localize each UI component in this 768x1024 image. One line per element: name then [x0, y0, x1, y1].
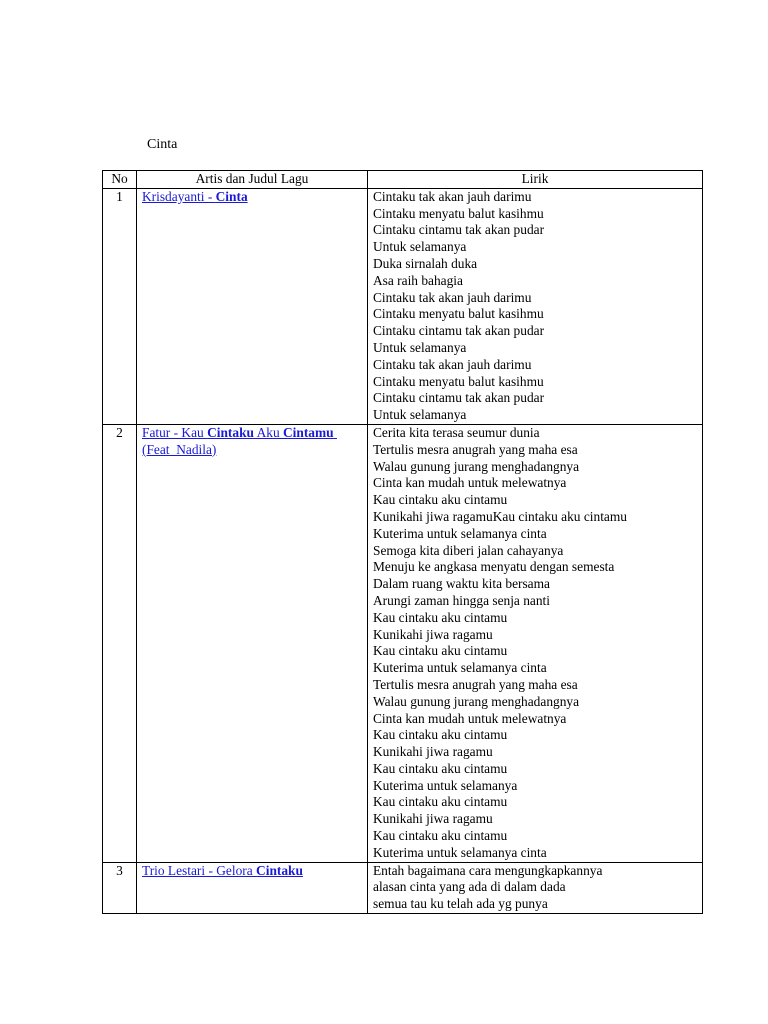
lyric-line: Cinta kan mudah untuk melewatnya: [373, 710, 567, 726]
song-keyword: Cintaku: [207, 424, 254, 440]
lyric-line: Asa raih bahagia: [373, 272, 463, 288]
lyric-line: Dalam ruang waktu kita bersama: [373, 576, 550, 592]
lyric-line: Kunikahi jiwa ragamu: [373, 744, 493, 760]
lyric-line: Semoga kita diberi jalan cahayanya: [373, 542, 564, 558]
lyric-line: Kau cintaku aku cintamu: [373, 760, 508, 776]
lyric-line: Entah bagaimana cara mengungkapkannya: [373, 862, 603, 878]
lyric-line: Cintaku tak akan jauh darimu: [373, 356, 532, 372]
lyric-line: Untuk selamanya: [373, 407, 467, 423]
lyrics-table: [102, 170, 703, 914]
lyric-line: Kuterima untuk selamanya cinta: [373, 660, 547, 676]
lyric-line: Cintaku menyatu balut kasihmu: [373, 306, 544, 322]
lyric-line: Kunikahi jiwa ragamuKau cintaku aku cintamu: [373, 508, 627, 524]
lyric-line: Cintaku menyatu balut kasihmu: [373, 373, 544, 389]
artist-title-cell: [137, 424, 368, 862]
song-text: (Feat Nadila): [142, 424, 337, 457]
lyric-line: Kau cintaku aku cintamu: [373, 492, 508, 508]
lyric-line: Cintaku cintamu tak akan pudar: [373, 390, 545, 406]
lyric-line: Arungi zaman hingga senja nanti: [373, 592, 551, 608]
table-row: [103, 188, 703, 424]
lyric-line: Walau gunung jurang menghadangnya: [373, 693, 580, 709]
lyric-line: Kuterima untuk selamanya cinta: [373, 525, 547, 541]
song-link[interactable]: [142, 425, 337, 457]
row-number: 2: [103, 424, 137, 862]
row-number: 3: [103, 862, 137, 913]
song-text: Krisdayanti -: [142, 188, 216, 204]
lyric-line: alasan cinta yang ada di dalam dada: [373, 879, 566, 895]
song-link[interactable]: [142, 863, 303, 878]
song-text: Trio Lestari - Gelora: [142, 862, 257, 878]
document-title: Cinta: [147, 137, 178, 152]
song-link[interactable]: [142, 189, 248, 204]
table-header-row: [103, 171, 703, 189]
song-text: Aku: [253, 424, 283, 440]
song-keyword: Cintamu: [283, 424, 334, 440]
lyric-line: Cintaku cintamu tak akan pudar: [373, 222, 545, 238]
lyric-line: Untuk selamanya: [373, 339, 467, 355]
lyric-line: Walau gunung jurang menghadangnya: [373, 458, 580, 474]
lyric-line: Kunikahi jiwa ragamu: [373, 626, 493, 642]
table-body: [103, 188, 703, 913]
lyric-line: Cintaku tak akan jauh darimu: [373, 289, 532, 305]
lyric-line: Kau cintaku aku cintamu: [373, 609, 508, 625]
lyrics-cell: [368, 862, 703, 913]
row-number: 1: [103, 188, 137, 424]
lyric-line: Kau cintaku aku cintamu: [373, 643, 508, 659]
lyric-line: Tertulis mesra anugrah yang maha esa: [373, 676, 578, 692]
header-no: No: [103, 171, 137, 189]
header-lyrics: Lirik: [368, 171, 703, 189]
lyric-line: Tertulis mesra anugrah yang maha esa: [373, 441, 578, 457]
artist-title-cell: [137, 862, 368, 913]
header-artist-title: Artis dan Judul Lagu: [137, 171, 368, 189]
lyric-line: Kau cintaku aku cintamu: [373, 794, 508, 810]
lyrics-cell: [368, 188, 703, 424]
lyric-line: semua tau ku telah ada yg punya: [373, 896, 548, 912]
lyric-line: Cintaku tak akan jauh darimu: [373, 188, 532, 204]
lyric-line: Kau cintaku aku cintamu: [373, 828, 508, 844]
lyric-line: Menuju ke angkasa menyatu dengan semesta: [373, 559, 615, 575]
lyric-line: Cintaku menyatu balut kasihmu: [373, 205, 544, 221]
lyric-line: Kuterima untuk selamanya: [373, 777, 518, 793]
lyric-line: Kuterima untuk selamanya cinta: [373, 844, 547, 860]
song-keyword: Cintaku: [256, 862, 303, 878]
lyric-line: Kau cintaku aku cintamu: [373, 727, 508, 743]
lyric-line: Cinta kan mudah untuk melewatnya: [373, 475, 567, 491]
table-row: [103, 424, 703, 862]
lyric-line: Cintaku cintamu tak akan pudar: [373, 323, 545, 339]
song-keyword: Cinta: [215, 188, 248, 204]
lyric-line: Cerita kita terasa seumur dunia: [373, 424, 540, 440]
lyric-line: Kunikahi jiwa ragamu: [373, 811, 493, 827]
lyric-line: Duka sirnalah duka: [373, 255, 478, 271]
lyrics-cell: [368, 424, 703, 862]
table-row: [103, 862, 703, 913]
artist-title-cell: [137, 188, 368, 424]
lyric-line: Untuk selamanya: [373, 239, 467, 255]
song-text: Fatur - Kau: [142, 424, 208, 440]
